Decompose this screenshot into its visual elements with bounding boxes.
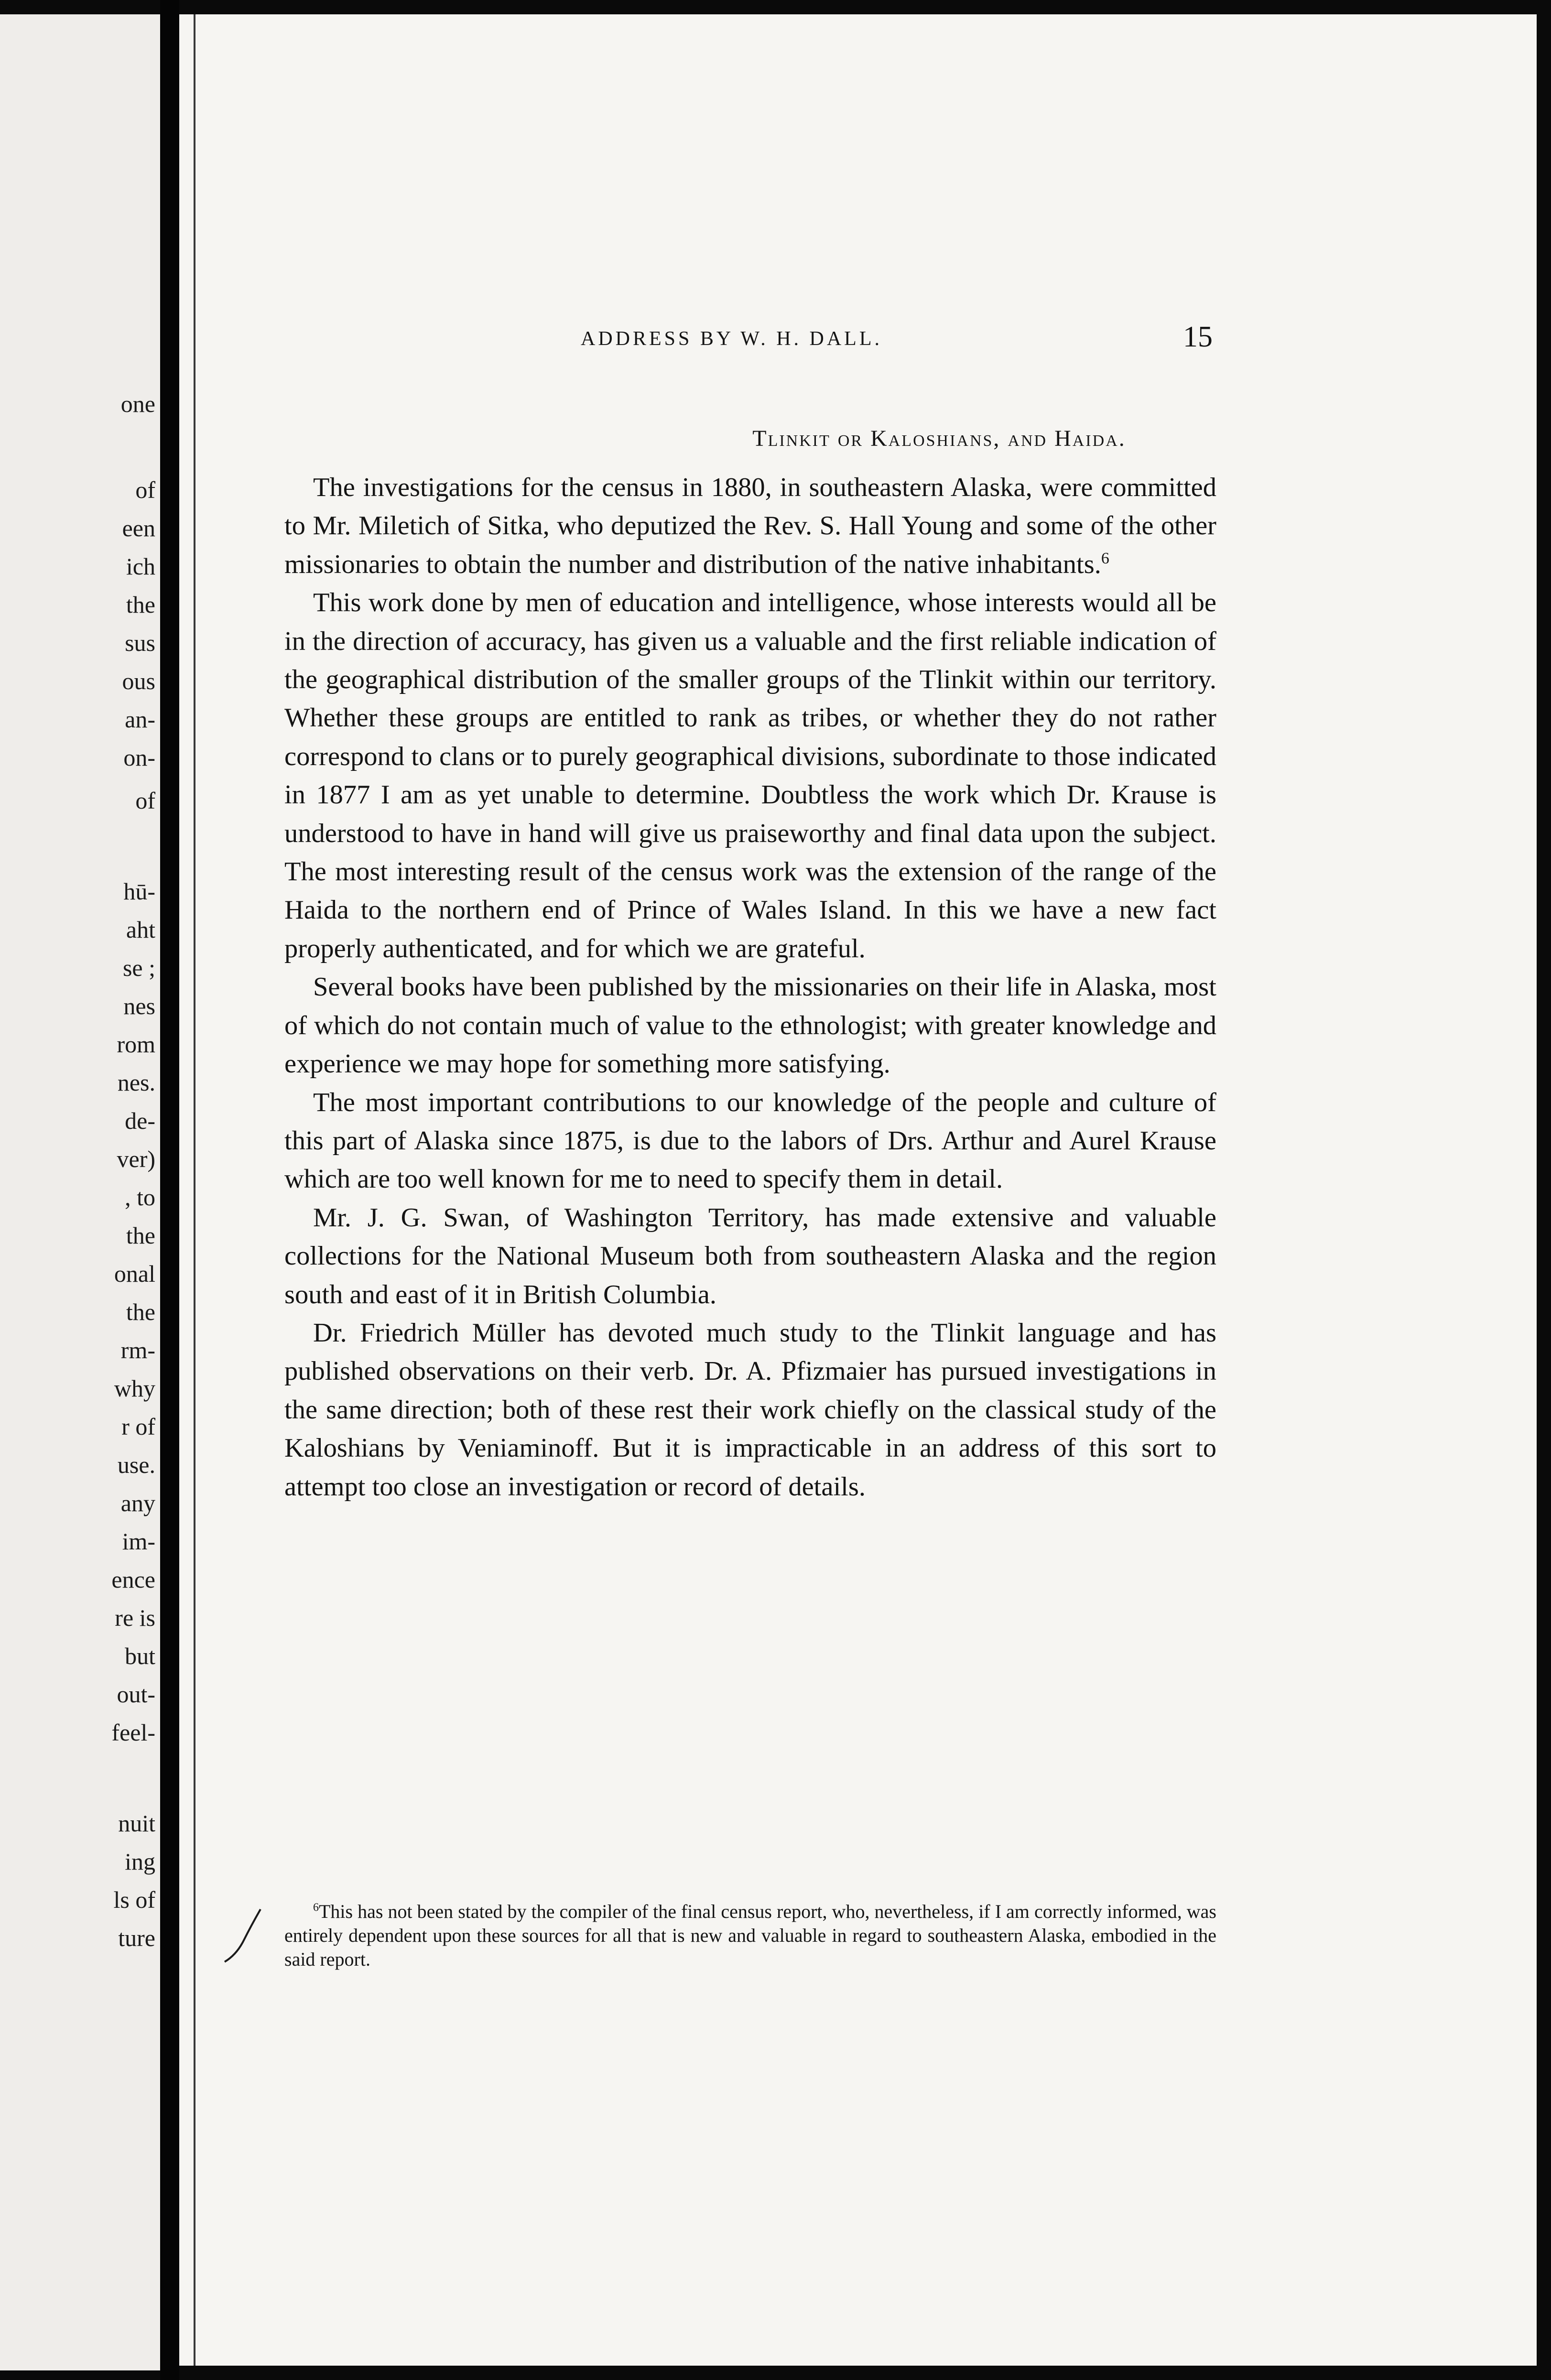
scan-top-edge: [0, 0, 1551, 14]
running-head: ADDRESS BY W. H. DALL.: [581, 328, 882, 350]
footnote-reference: 6: [1101, 549, 1109, 567]
facing-page-fragment: rm-: [120, 1337, 155, 1363]
facing-page-fragment: the: [126, 1222, 155, 1249]
facing-page-fragment: re is: [115, 1604, 155, 1631]
section-title: Tlinkit or Kaloshians, and Haida.: [752, 426, 1126, 451]
paragraph: This work done by men of education and intelligence, whose interests would all be in the direction of accuracy, has given us a valuable and the first reliable indication of the geographical distribution of the smaller groups of the Tlinkit within our territory. Whether these groups are entitled to rank as tribes, or whether they do not rather correspond to clans or to purely geographical divisions, subordinate to those indicated in 1877 I am as yet unable to determine. Doubtless the work which Dr. Krause is understood to have in hand will give us praiseworthy and final data upon the subject. The most interesting result of the census work was the extension of the range of the Haida to the northern end of Prince of Wales Island. In this we have a new fact properly authenticated, and for which we are grateful.: [284, 588, 1216, 963]
facing-page-fragment: rom: [117, 1031, 155, 1058]
page-number: 15: [1183, 321, 1213, 353]
footnote: [284, 1900, 1216, 1971]
facing-page-fragment: one: [120, 390, 155, 417]
binding-line: [194, 14, 195, 2366]
facing-page-fragment: of: [135, 787, 155, 814]
facing-page-fragment: but: [125, 1643, 155, 1669]
facing-page-fragment: nes.: [117, 1069, 155, 1096]
facing-page-fragment: nes: [123, 993, 155, 1019]
paragraph: Mr. J. G. Swan, of Washington Territory, has made extensive and valuable collections for the National Museum both from southeastern Alaska and the region south and east of it in British Columbia.: [284, 1202, 1216, 1309]
facing-page-fragment: ls of: [113, 1886, 155, 1913]
facing-page-fragment: se ;: [122, 954, 155, 981]
footnote-text: This has not been stated by the compiler of the final census report, who, nevertheless, if I am correctly informed, was entirely dependent upon these sources for all that is new and valuable in regard to southeastern Alaska, embodied in the said report.: [284, 1901, 1216, 1970]
page: [179, 14, 1537, 2366]
facing-page-fragment: ture: [118, 1925, 155, 1951]
facing-page-fragment: an-: [125, 706, 155, 733]
facing-page-fragment: r of: [121, 1413, 155, 1440]
paragraph: The investigations for the census in 1880, in southeastern Alaska, were committed to Mr. Miletich of Sitka, who deputized the Rev. S. Hall Young and some of the other missionaries to obtain the number and distribution of the native inhabitants.$^6$: [284, 473, 1216, 579]
facing-page-fragment: on-: [123, 744, 155, 771]
facing-page-fragment: onal: [114, 1260, 155, 1287]
facing-page-fragment: ence: [111, 1566, 155, 1593]
facing-page-fragment: ous: [122, 668, 155, 694]
paragraph: Several books have been published by the missionaries on their life in Alaska, most of which do not contain much of value to the ethnologist; with greater knowledge and experience we may hope for something more satisfying.: [284, 972, 1216, 1079]
facing-page-fragment: any: [120, 1490, 155, 1516]
body-text: [284, 468, 1216, 1506]
facing-page-strip: [0, 14, 160, 2370]
facing-page-fragment: why: [114, 1375, 155, 1402]
facing-page-fragment: ver): [117, 1146, 155, 1172]
facing-page-fragment: out-: [117, 1681, 155, 1708]
scan-bottom-edge: [0, 2366, 1551, 2380]
facing-page-fragment: hū-: [123, 878, 155, 905]
facing-page-fragment: im-: [122, 1528, 155, 1555]
facing-page-fragment: sus: [125, 629, 155, 656]
facing-page-fragment: , to: [125, 1184, 155, 1211]
facing-page-fragment: the: [126, 591, 155, 618]
book-gutter: [160, 0, 179, 2380]
facing-page-fragment: feel-: [111, 1719, 155, 1746]
pencil-mark-icon: [222, 1907, 265, 1964]
paragraph: The most important contributions to our knowledge of the people and culture of this part of Alaska since 1875, is due to the labors of Drs. Arthur and Aurel Krause which are too well known for me to need to specify them in detail.: [284, 1087, 1216, 1194]
facing-page-fragment: een: [122, 515, 155, 541]
facing-page-fragment: the: [126, 1298, 155, 1325]
facing-page-fragment: ing: [125, 1848, 155, 1875]
facing-page-fragment: of: [135, 476, 155, 503]
scan-right-edge: [1537, 0, 1551, 2380]
facing-page-fragment: aht: [126, 916, 155, 943]
paragraph: Dr. Friedrich Müller has devoted much study to the Tlinkit language and has published observations on their verb. Dr. A. Pfizmaier has pursued investigations in the same direction; both of these rest their work chiefly on the classical study of the Kaloshians by Veniaminoff. But it is impracticable in an address of this sort to attempt too close an investigation or record of details.: [284, 1318, 1216, 1502]
facing-page-fragment: nuit: [118, 1810, 155, 1837]
facing-page-fragment: ich: [126, 553, 155, 580]
facing-page-fragment: de-: [125, 1107, 155, 1134]
footnote-marker: 6: [313, 1901, 319, 1914]
facing-page-fragment: use.: [117, 1451, 155, 1478]
